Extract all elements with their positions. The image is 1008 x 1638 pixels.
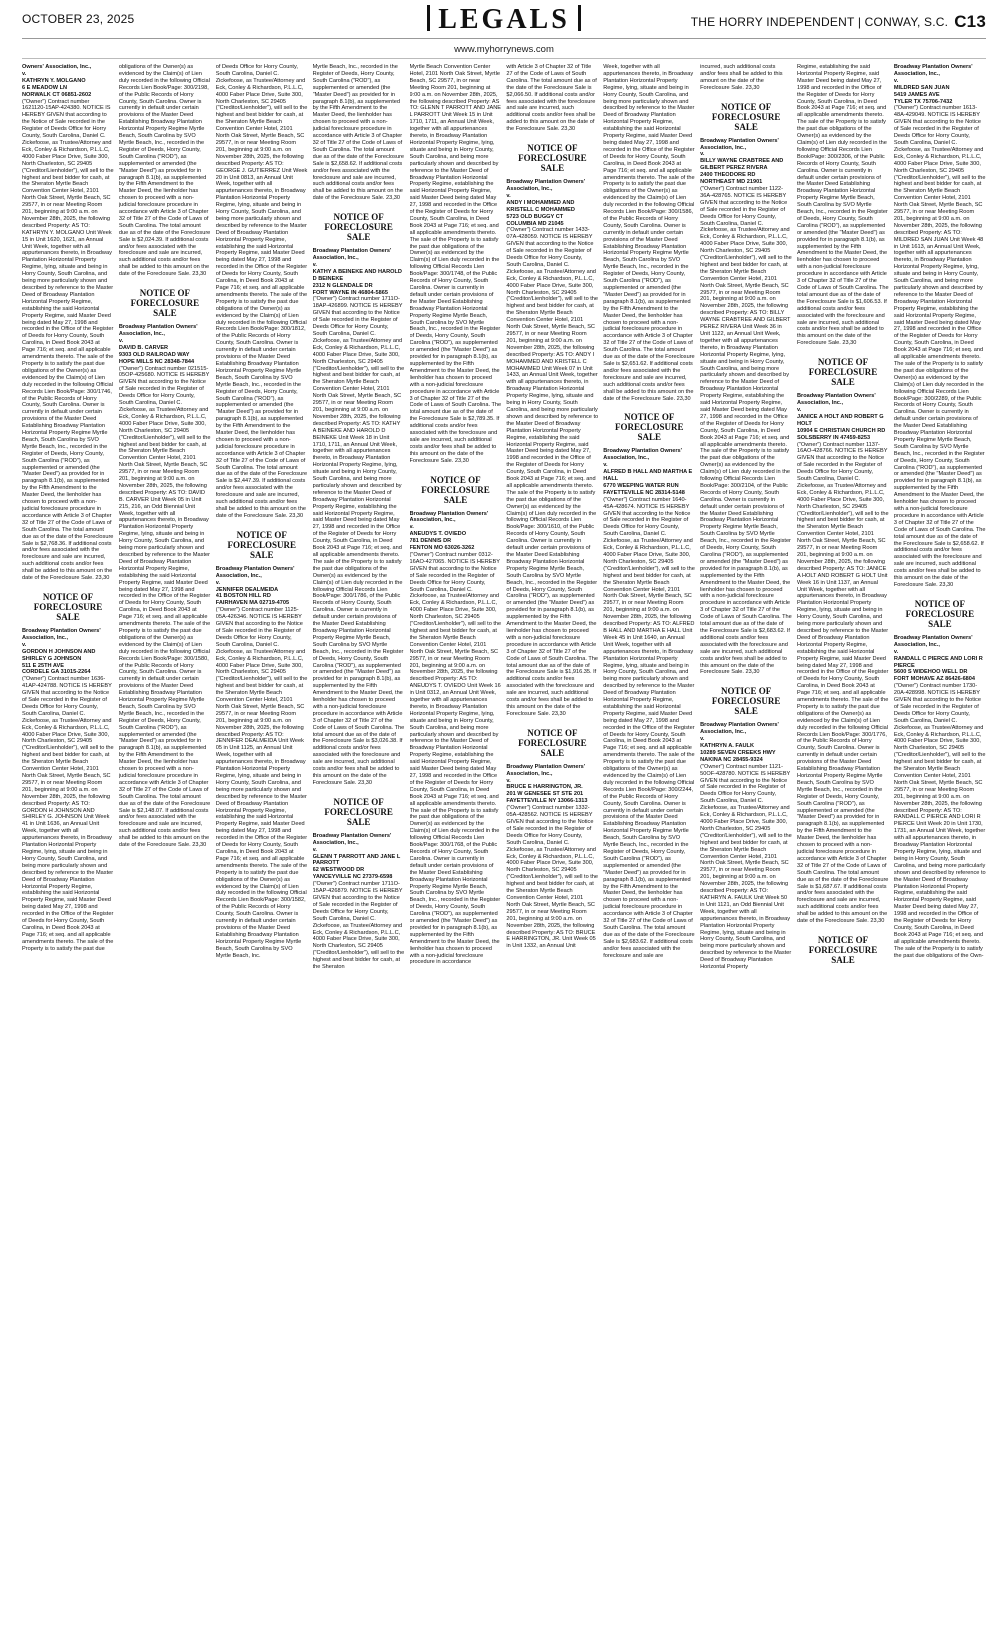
column-8 (700, 64, 792, 1624)
legal-notice (603, 64, 695, 402)
paper-name: THE HORRY INDEPENDENT | CONWAY, S.C. (690, 15, 949, 29)
notice-plaintiff: Broadway Plantation Owners' Association, Inc., (506, 763, 586, 777)
notice-defendant: v. KATHY A BEINEKE AND HAROLD D BEINEKE 2312 N GLENDALE DR FORT WAYNE IN 46804-5865 (312, 261, 402, 296)
notice-body: incurred, such additional costs and/or fees shall be added to this amount on the date of the Foreclosure Sale. 23,30 (700, 64, 783, 91)
notice-title: NOTICE OF FORECLOSURE SALE (518, 143, 587, 174)
notice-title: NOTICE OF FORECLOSURE SALE (711, 686, 781, 717)
legal-notice (119, 64, 211, 278)
notice-plaintiff: Broadway Plantation Owners' Association, Inc., (312, 248, 392, 262)
notice-plaintiff: Broadway Plantation Owners' Association, Inc., (893, 634, 973, 648)
notice-body: ("Owner") Contract number 1613-48A-429049. NOTICE IS HEREBY GIVEN that according to the Notice of Sale recorded in the Register of Deeds Office for Horry County, South Carolina, Daniel C. Zickefoose, as Trustee/Attorney and Eck, Conley & Richardson, P.L.L.C, 4000 Faber Place Drive, Suite 300, North Charleston, SC 29405 ("Creditor/Lienholder"), will sell to the highest and best bidder for cash, at the Sheraton Myrtle Beach Convention Center Hotel, 2101 North Oak Street, Myrtle Beach, SC 29577, in or near Meeting Room 201, beginning at 9:00 a.m. on November 28th, 2025, the following described Property: AS TO: MILDRED SAN JUAN Unit Week 48 in Unit 1613, an Annual Unit Week, together with all appurtenances thereto, in Broadway Plantation Horizontal Property Regime, lying, situate and being in Horry County, South Carolina, and being more particularly shown and described by reference to the Master Deed of Broadway Plantation Horizontal Property Regime, establishing the said Horizontal Property Regime, said Master Deed being dated May 27, 1998 and recorded in the Office of the Register of Deeds for Horry County, South Carolina, in Deed Book 2043 at Page 716; et seq. and all applicable amendments thereto. The sale of the Property is to satisfy the past due obligations of the Owner(s) as evidenced by the Claim(s) of Lien duly recorded in the following Official Records Lien Book/Page: 300/2289, of the Public Records of Horry County, South Carolina. Owner is currently in default under certain provisions of the Master Deed Establishing Broadway Plantation Horizontal Property Regime Myrtle Beach, South Carolina by SVO Myrtle Beach, Inc., recorded in the Register of Deeds, Horry County, South Carolina ("ROD"), as supplemented or amended (the "Master Deed") as provided for in paragraph 8.1(b), as supplemented by the Fifth Amendment to the Master Deed, the lienholder has chosen to proceed with a non-judicial foreclosure procedure in accordance with Article 3 of Chapter 32 of Title 27 of the Code of Laws of South Carolina. The total amount due as of the date of the Foreclosure Sale is $2,658.62. If additional costs and/or fees associated with the foreclosure and sale are incurred, such additional costs and/or fees shall be added to this amount on the date of the Foreclosure Sale. 23,30 (893, 105, 986, 588)
notice-defendant: v. ANEUDYS T. OVIEDO 781 DENNIS DR FENTON MO 63026-3262 (409, 524, 475, 552)
header-rule (22, 38, 986, 39)
legal-notice (506, 143, 598, 718)
notice-body: ("Owner") Contract number 1621120-15AP-424380. NOTICE IS HEREBY GIVEN that according to the Notice of Sale recorded in the Register of Deeds Office for Horry County, South Carolina, Daniel C. Zickefoose, as Trustee/Attorney and Eck, Conley & Richardson, P.L.L.C, 4000 Faber Place Drive, Suite 300, North Charleston, SC 29405 ("Creditor/Lienholder"), will sell to the highest and best bidder for cash, at the Sheraton Myrtle Beach Convention Center Hotel, 2101 North Oak Street, Myrtle Beach, SC 29577, in or near Meeting Room 201, beginning at 9:00 a.m. on November 28th, 2025, the following described Property: AS TO: KATHRYN Y. MOLGANO Unit Week 15 in Unit 1620, 1621, an Annual Unit Week, together with all appurtenances thereto, in Broadway Plantation Horizontal Property Regime, lying, situate and being in Horry County, South Carolina, and being more particularly shown and described by reference to the Master Deed of Broadway Plantation Horizontal Property Regime, establishing the said Horizontal Property Regime, said Master Deed being dated May 27, 1998 and recorded in the Office of the Register of Deeds for Horry County, South Carolina, in Deed Book 2043 at Page 716; et seq. and all applicable amendments thereto. The sale of the Property is to satisfy the past due obligations of the Owner(s) as evidenced by the Claim(s) of Lien duly recorded in the following Official Records Lien Book/Page: 300/1746, of the Public Records of Horry County, South Carolina. Owner is currently in default under certain provisions of the Master Deed Establishing Broadway Plantation Horizontal Property Regime Myrtle Beach, South Carolina by SVO Myrtle Beach, Inc., recorded in the Register of Deeds, Horry County, South Carolina ("ROD"), as supplemented or amended (the "Master Deed") as provided for in paragraph 8.1(b), as supplemented by the Fifth Amendment to the Master Deed, the lienholder has chosen to proceed with a non-judicial foreclosure procedure in accordance with Article 3 of Chapter 32 of Title 27 of the Code of Laws of South Carolina. The total amount due as of the date of the Foreclosure Sale is $2,768.36. If additional costs and/or fees associated with the foreclosure and sale are incurred, such additional costs and/or fees shall be added to this amount on the date of the Foreclosure Sale. 23,30 (22, 98, 114, 582)
website-url[interactable]: www.myhorrynews.com (454, 44, 554, 55)
paper-info (691, 12, 986, 32)
notice-defendant: v. MILDRED SAN JUAN 5419 JAMES AVE TYLER TX 75706-7432 (893, 77, 953, 105)
legal-notice (313, 797, 405, 971)
notice-title: NOTICE OF FORECLOSURE SALE (324, 212, 393, 243)
notice-title: NOTICE OF FORECLOSURE SALE (808, 357, 878, 388)
notice-body: ("Owner") Contract number 1137-16AO-428766. NOTICE IS HEREBY GIVEN that according to the Notice of Sale recorded in the Register of Deeds Office for Horry County, South Carolina, Daniel C. Zickefoose, as Trustee/Attorney and Eck, Conley & Richardson, P.L.L.C, 4000 Faber Place Drive, Suite 300, North Charleston, SC 29405 ("Creditor/Lienholder"), will sell to the highest and best bidder for cash, at the Sheraton Myrtle Beach Convention Center Hotel, 2101 North Oak Street, Myrtle Beach, SC 29577, in or near Meeting Room 201, beginning at 9:00 a.m. on November 28th, 2025, the following described Property: AS TO: JANICE A HOLT AND ROBERT G HOLT Unit Week 16 in Unit 1137, an Annual Unit Week, together with all appurtenances thereto, in Broadway Plantation Horizontal Property Regime, lying, situate and being in Horry County, South Carolina, and being more particularly shown and described by reference to the Master Deed of Broadway Plantation Horizontal Property Regime, establishing the said Horizontal Property Regime, said Master Deed being dated May 27, 1998 and recorded in the Office of the Register of Deeds for Horry County, South Carolina, in Deed Book 2043 at Page 716; et seq. and all applicable amendments thereto. The sale of the Property is to satisfy the past due obligations of the Owner(s) as evidenced by the Claim(s) of Lien duly recorded in the following Official Records Lien Book/Page: 300/1776, of the Public Records of Horry County, South Carolina. Owner is currently in default under certain provisions of the Master Deed Establishing Broadway Plantation Horizontal Property Regime Myrtle Beach, South Carolina by SVO Myrtle Beach, Inc., recorded in the Register of Deeds, Horry County, South Carolina ("ROD"), as supplemented or amended (the "Master Deed") as provided for in paragraph 8.1(b), as supplemented by the Fifth Amendment to the Master Deed, the lienholder has chosen to proceed with a non-judicial foreclosure procedure in accordance with Article 3 of Chapter 32 of Title 27 of the Code of Laws of South Carolina. The total amount due as of the date of the Foreclosure Sale is $1,687.67. If additional costs and/or fees associated with the foreclosure and sale are incurred, such additional costs and/or fees shall be added to this amount on the date of the Foreclosure Sale. 23,30 (797, 441, 889, 925)
column-1 (22, 64, 114, 1624)
notice-title: NOTICE OF FORECLOSURE SALE (227, 529, 296, 560)
page-header (0, 0, 1008, 60)
banner-bar-right (578, 5, 581, 31)
legal-notice (410, 475, 502, 967)
legal-notice (603, 412, 695, 959)
notice-body: ("Owner") Contract number 1433-07A-428059. NOTICE IS HEREBY GIVEN that according to the Notice of Sale recorded in the Register of Deeds Office for Horry County, South Carolina, Daniel C. Zickefoose, as Trustee/Attorney and Eck, Conley & Richardson, P.L.L.C, 4000 Faber Place Drive, Suite 300, North Charleston, SC 29405 ("Creditor/Lienholder"), will sell to the highest and best bidder for cash, at the Sheraton Myrtle Beach Convention Center Hotel, 2101 North Oak Street, Myrtle Beach, SC 29577, in or near Meeting Room 201, beginning at 9:00 a.m. on November 28th, 2025, the following described Property: AS TO: ANDY I MOHAMMED AND KRISTELL C MOHAMMED Unit Week 07 in Unit 1433, an Annual Unit Week, together with all appurtenances thereto, in Broadway Plantation Horizontal Property Regime, lying, situate and being in Horry County, South Carolina, and being more particularly shown and described by reference to the Master Deed of Broadway Plantation Horizontal Property Regime, establishing the said Horizontal Property Regime, said Master Deed being dated May 27, 1998 and recorded in the Office of the Register of Deeds for Horry County, South Carolina, in Deed Book 2043 at Page 716; et seq. and all applicable amendments thereto. The sale of the Property is to satisfy the past due obligations of the Owner(s) as evidenced by the Claim(s) of Lien duly recorded in the following Official Records Lien Book/Page: 300/1610, of the Public Records of Horry County, South Carolina. Owner is currently in default under certain provisions of the Master Deed Establishing Broadway Plantation Horizontal Property Regime Myrtle Beach, South Carolina by SVO Myrtle Beach, Inc., recorded in the Register of Deeds, Horry County, South Carolina ("ROD"), as supplemented or amended (the "Master Deed") as provided for in paragraph 8.1(b), as supplemented by the Fifth Amendment to the Master Deed, the lienholder has chosen to proceed with a non-judicial foreclosure procedure in accordance with Article 3 of Chapter 32 of Title 27 of the Code of Laws of South Carolina. The total amount due as of the date of the Foreclosure Sale is $1,916.35. If additional costs and/or fees associated with the foreclosure and sale are incurred, such additional costs and/or fees shall be added to this amount on the date of the Foreclosure Sale. 23,30 (506, 227, 599, 717)
column-9 (797, 64, 889, 1624)
notice-defendant: v. BILLY WAYNE CRABTREE AND GILBERT PEREZ RIVERA 2400 THEODORE RD NORTHEAST MD 21901 (700, 151, 784, 186)
notice-title: NOTICE OF FORECLOSURE SALE (518, 727, 587, 758)
notice-body: ("Owner") Contract number 1332-05A-428562. NOTICE IS HEREBY GIVEN that according to the Notice of Sale recorded in the Register of Deeds Office for Horry County, South Carolina, Daniel C. Zickefoose, as Trustee/Attorney and Eck, Conley & Richardson, P.L.L.C, 4000 Faber Place Drive, Suite 300, North Charleston, SC 29405 ("Creditor/Lienholder"), will sell to the highest and best bidder for cash, at the Sheraton Myrtle Beach Convention Center Hotel, 2101 North Oak Street, Myrtle Beach, SC 29577, in or near Meeting Room 201, beginning at 9:00 a.m. on November 28th, 2025, the following described Property: AS TO: BRUCE E HARRINGTON, JR. Unit Week 05 in Unit 1332, an Annual Unit (506, 805, 599, 950)
notice-body: ("Owner") Contract number 021515-05OP-425680. NOTICE IS HEREBY GIVEN that according to the Notice of Sale recorded in the Register of Deeds Office for Horry County, South Carolina, Daniel C. Zickefoose, as Trustee/Attorney and Eck, Conley & Richardson, P.L.L.C, 4000 Faber Place Drive, Suite 300, North Charleston, SC 29405 ("Creditor/Lienholder"), will sell to the highest and best bidder for cash, at the Sheraton Myrtle Beach Convention Center Hotel, 2101 North Oak Street, Myrtle Beach, SC 29577, in or near Meeting Room 201, beginning at 9:00 a.m. on November 28th, 2025, the following described Property: AS TO: DAVID B. CARVER Unit Week 05 in Unit 215, 216, an Odd Biennial Unit Week, together with all appurtenances thereto, in Broadway Plantation Horizontal Property Regime, lying, situate and being in Horry County, South Carolina, and being more particularly shown and described by reference to the Master Deed of Broadway Plantation Horizontal Property Regime, establishing the said Horizontal Property Regime, said Master Deed being dated May 27, 1998 and recorded in the Office of the Register of Deeds for Horry County, South Carolina, in Deed Book 2043 at Page 716; et seq. and all applicable amendments thereto. The sale of the Property is to satisfy the past due obligations of the Owner(s) as evidenced by the Claim(s) of Lien duly recorded in the following Official Records Lien Book/Page: 300/1580, of the Public Records of Horry County, South Carolina. Owner is currently in default under certain provisions of the Master Deed Establishing Broadway Plantation Horizontal Property Regime Myrtle Beach, South Carolina by SVO Myrtle Beach, Inc., recorded in the Register of Deeds, Horry County, South Carolina ("ROD"), as supplemented or amended (the "Master Deed") as provided for in paragraph 8.1(b), as supplemented by the Fifth Amendment to the Master Deed, the lienholder has chosen to proceed with a non-judicial foreclosure procedure in accordance with Article 3 of Chapter 32 of Title 27 of the Code of Laws of South Carolina. The total amount due as of the date of the Foreclosure Sale is $2,148.07. If additional costs and/or fees associated with the foreclosure and sale are incurred, such additional costs and/or fees shall be added to this amount on the date of the Foreclosure Sale. 23,30 (118, 365, 211, 849)
notice-body: Myrtle Beach, Inc., recorded in the Register of Deeds, Horry County, South Carolina ("ROD"), as supplemented or amended (the "Master Deed") as provided for in paragraph 8.1(b), as supplemented by the Fifth Amendment to the Master Deed, the lienholder has chosen to proceed with a non-judicial foreclosure procedure in accordance with Article 3 of Chapter 32 of Title 27 of the Code of Laws of South Carolina. The total amount due as of the date of the Foreclosure Sale is $2,658.62. If additional costs and/or fees associated with the foreclosure and sale are incurred, such additional costs and/or fees shall be added to this amount on the date of the Foreclosure Sale. 23,30 (312, 64, 405, 202)
notice-plaintiff: Broadway Plantation Owners' Association, Inc., (118, 324, 198, 337)
notice-plaintiff: Broadway Plantation Owners' Association, Inc., (215, 565, 295, 579)
notice-plaintiff: Broadway Plantation Owners' Association, Inc., (700, 137, 779, 151)
notice-plaintiff: Broadway Plantation Owners' Association, Inc., (22, 627, 101, 641)
page-number: C13 (954, 12, 986, 31)
notice-title: NOTICE OF FORECLOSURE SALE (614, 412, 684, 443)
notice-body: ("Owner") Contract number 1711O-18AP-426899. NOTICE IS HEREBY GIVEN that according to the Notice of Sale recorded in the Register of Deeds Office for Horry County, South Carolina, Daniel C. Zickefoose, as Trustee/Attorney and Eck, Conley & Richardson, P.L.L.C, 4000 Faber Place Drive, Suite 300, North Charleston, SC 29405 ("Creditor/Lienholder"), will sell to the highest and best bidder for cash, at the Sheraton Myrtle Beach Convention Center Hotel, 2101 North Oak Street, Myrtle Beach, SC 29577, in or near Meeting Room 201, beginning at 9:00 a.m. on November 28th, 2025, the following described Property: AS TO: KATHY A BEINEKE AND HAROLD D BEINEKE Unit Week 18 in Unit 1710, 1711, an Annual Unit Week, together with all appurtenances thereto, in Broadway Plantation Horizontal Property Regime, lying, situate and being in Horry County, South Carolina, and being more particularly shown and described by reference to the Master Deed of Broadway Plantation Horizontal Property Regime, establishing the said Horizontal Property Regime, said Master Deed being dated May 27, 1998 and recorded in the Office of the Register of Deeds for Horry County, South Carolina, in Deed Book 2043 at Page 716; et seq. and all applicable amendments thereto. The sale of the Property is to satisfy the past due obligations of the Owner(s) as evidenced by the Claim(s) of Lien duly recorded in the following Official Records Lien Book/Page: 300/1786, of the Public Records of Horry County, South Carolina. Owner is currently in default under certain provisions of the Master Deed Establishing Broadway Plantation Horizontal Property Regime Myrtle Beach, South Carolina by SVO Myrtle Beach, Inc., recorded in the Register of Deeds, Horry County, South Carolina ("ROD"), as supplemented or amended (the "Master Deed") as provided for in paragraph 8.1(b), as supplemented by the Fifth Amendment to the Master Deed, the lienholder has chosen to proceed with a non-judicial foreclosure procedure in accordance with Article 3 of Chapter 32 of Title 27 of the Code of Laws of South Carolina. The total amount due as of the date of the Foreclosure Sale is $3,026.38. If additional costs and/or fees associated with the foreclosure and sale are incurred, such additional costs and/or fees shall be added to this amount on the date of the Foreclosure Sale. 23,30 (312, 296, 405, 786)
legal-notice (700, 102, 792, 677)
notice-defendant: v. ANDY I MOHAMMED AND KRISTELL C MOHAMMED 5723 OLD BUGGY CT COLUMBIA MD 21045 (506, 192, 575, 227)
notice-body: obligations of the Owner(s) as evidenced by the Claim(s) of Lien duly recorded in the following Official Records Lien Book/Page: 300/2198, of the Public Records of Horry County, South Carolina. Owner is currently in default under certain provisions of the Master Deed Establishing Broadway Plantation Horizontal Property Regime Myrtle Beach, South Carolina by SVO Myrtle Beach, Inc., recorded in the Register of Deeds, Horry County, South Carolina ("ROD"), as supplemented or amended (the "Master Deed") as provided for in paragraph 8.1(b), as supplemented by the Fifth Amendment to the Master Deed, the lienholder has chosen to proceed with a non-judicial foreclosure procedure in accordance with Article 3 of Chapter 32 of Title 27 of the Code of Laws of South Carolina. The total amount due as of the date of the Foreclosure Sale is $2,024.39. If additional costs and/or fees associated with the foreclosure and sale are incurred, such additional costs and/or fees shall be added to this amount on the date of the Foreclosure Sale. 23,30 (118, 64, 211, 278)
notice-title: NOTICE OF FORECLOSURE SALE (711, 101, 781, 132)
legal-notice (313, 212, 405, 787)
legal-notice (506, 728, 598, 950)
notice-defendant: v. JENNIFER DEALMEIDA 41 BOSTON HILL RD FAIRHAVEN MA 02719-4705 (215, 579, 290, 607)
notice-title: NOTICE OF FORECLOSURE SALE (33, 591, 103, 622)
notice-defendant: v. DAVID B. CARVER 9303 OLD RAILROAD WAY HOPE MILLS NC 28348-7844 (118, 337, 195, 365)
notice-body: Week, together with all appurtenances thereto, in Broadway Plantation Horizontal Property Regime, lying, situate and being in Horry County, South Carolina, and being more particularly shown and described by reference to the Master Deed of Broadway Plantation Horizontal Property Regime, establishing the said Horizontal Property Regime, said Master Deed being dated May 27, 1998 and recorded in the Office of the Register of Deeds for Horry County, South Carolina, in Deed Book 2043 at Page 716; et seq. and all applicable amendments thereto. The sale of the Property is to satisfy the past due obligations of the Owner(s) as evidenced by the Claim(s) of Lien duly recorded in the following Official Records Lien Book/Page: 300/1586, of the Public Records of Horry County, South Carolina. Owner is currently in default under certain provisions of the Master Deed Establishing Broadway Plantation Horizontal Property Regime Myrtle Beach, South Carolina by SVO Myrtle Beach, Inc., recorded in the Register of Deeds, Horry County, South Carolina ("ROD"), as supplemented or amended (the "Master Deed") as provided for in paragraph 8.1(b), as supplemented by the Fifth Amendment to the Master Deed, the lienholder has chosen to proceed with a non-judicial foreclosure procedure in accordance with Article 3 of Chapter 32 of Title 27 of the Code of Laws of South Carolina. The total amount due as of the date of the Foreclosure Sale is $2,651.62. If additional costs and/or fees associated with the foreclosure and sale are incurred, such additional costs and/or fees shall be added to this amount on the date of the Foreclosure Sale. 23,30 (603, 64, 695, 402)
notice-plaintiff: Broadway Plantation Owners' Association, Inc., (603, 448, 682, 462)
notice-body: with Article 3 of Chapter 32 of Title 27 of the Code of Laws of South Carolina. The total amount due as of the date of the Foreclosure Sale is $2,066.50. If additional costs and/or fees associated with the foreclosure and sale are incurred, such additional costs and/or fees shall be added to this amount on the date of the Foreclosure Sale. 23,30 (506, 64, 597, 133)
notice-defendant: v. GLENN T PARROTT AND JANE L PARROTT 62 WESTWOOD DR YANCEYVILLE NC 27379-6598 (312, 846, 401, 881)
legal-notice (216, 64, 308, 520)
issue-date: OCTOBER 23, 2025 (22, 12, 135, 26)
legal-notice (797, 357, 889, 925)
column-7 (603, 64, 695, 1624)
notice-body: Myrtle Beach Convention Center Hotel, 2101 North Oak Street, Myrtle Beach, SC 29577, in or near Meeting Room 201, beginning at 9:00 a.m. on November 28th, 2025, the following described Property: AS TO: GLENN T PARROTT AND JANE L PARROTT Unit Week 15 in Unit 1710, 1711, an Annual Unit Week, together with all appurtenances thereto, in Broadway Plantation Horizontal Property Regime, lying, situate and being in Horry County, South Carolina, and being more particularly shown and described by reference to the Master Deed of Broadway Plantation Horizontal Property Regime, establishing the said Horizontal Property Regime, said Master Deed being dated May 27, 1998 and recorded in the Office of the Register of Deeds for Horry County, South Carolina, in Deed Book 2043 at Page 716; et seq. and all applicable amendments thereto. The sale of the Property is to satisfy the past due obligations of the Owner(s) as evidenced by the Claim(s) of Lien duly recorded in the following Official Records Lien Book/Page: 300/1748, of the Public Records of Horry County, South Carolina. Owner is currently in default under certain provisions of the Master Deed Establishing Broadway Plantation Horizontal Property Regime Myrtle Beach, South Carolina by SVO Myrtle Beach, Inc., recorded in the Register of Deeds, Horry County, South Carolina ("ROD"), as supplemented or amended (the "Master Deed") as provided for in paragraph 8.1(b), as supplemented by the Fifth Amendment to the Master Deed, the lienholder has chosen to proceed with a non-judicial foreclosure procedure in accordance with Article 3 of Chapter 32 of Title 27 of the Code of Laws of South Carolina. The total amount due as of the date of the Foreclosure Sale is $2,789.35. If additional costs and/or fees associated with the foreclosure and sale are incurred, such additional costs and/or fees shall be added to this amount on the date of the Foreclosure Sale. 23,30 (409, 64, 502, 464)
notice-title: NOTICE OF FORECLOSURE SALE (130, 288, 200, 319)
notice-plaintiff: Broadway Plantation Owners' Association, Inc., (797, 393, 876, 407)
column-5 (410, 64, 502, 1624)
notice-body: ("Owner") Contract number 1730-20A-428998. NOTICE IS HEREBY GIVEN that according to the Notice of Sale recorded in the Register of Deeds Office for Horry County, South Carolina, Daniel C. Zickefoose, as Trustee/Attorney and Eck, Conley & Richardson, P.L.L.C, 4000 Faber Place Drive, Suite 300, North Charleston, SC 29405 ("Creditor/Lienholder"), will sell to the highest and best bidder for cash, at the Sheraton Myrtle Beach Convention Center Hotel, 2101 North Oak Street, Myrtle Beach, SC 29577, in or near Meeting Room 201, beginning at 9:00 a.m. on November 28th, 2025, the following described Property: AS TO: RANDALL C PIERCE AND LORI R PIERCE Unit Week 20 in Unit 1730, 1731, an Annual Unit Week, together with all appurtenances thereto, in Broadway Plantation Horizontal Property Regime, lying, situate and being in Horry County, South Carolina, and being more particularly shown and described by reference to the Master Deed of Broadway Plantation Horizontal Property Regime, establishing the said Horizontal Property Regime, said Master Deed being dated May 27, 1998 and recorded in the Office of the Register of Deeds for Horry County, South Carolina, in Deed Book 2043 at Page 716; et seq. and all applicable amendments thereto. The sale of the Property is to satisfy the past due obligations of the Own- (893, 683, 986, 959)
notice-defendant: v. JANICE A HOLT AND ROBERT G HOLT 10904 E CHRISTIAN CHURCH RD SOLSBERRY IN 47459-8253 (797, 406, 886, 441)
notice-body: ("Owner") Contract number 0312-16AO-427065. NOTICE IS HEREBY GIVEN that according to the Notice of Sale recorded in the Register of Deeds Office for Horry County, South Carolina, Daniel C. Zickefoose, as Trustee/Attorney and Eck, Conley & Richardson, P.L.L.C, 4000 Faber Place Drive, Suite 300, North Charleston, SC 29405 ("Creditor/Lienholder"), will sell to the highest and best bidder for cash, at the Sheraton Myrtle Beach Convention Center Hotel, 2101 North Oak Street, Myrtle Beach, SC 29577, in or near Meeting Room 201, beginning at 9:00 a.m. on November 28th, 2025, the following described Property: AS TO: ANEUDYS T. OVIEDO Unit Week 16 in Unit 0312, an Annual Unit Week, together with all appurtenances thereto, in Broadway Plantation Horizontal Property Regime, lying, situate and being in Horry County, South Carolina, and being more particularly shown and described by reference to the Master Deed of Broadway Plantation Horizontal Property Regime, establishing the said Horizontal Property Regime, said Master Deed being dated May 27, 1998 and recorded in the Office of the Register of Deeds for Horry County, South Carolina, in Deed Book 2043 at Page 716; et seq. and all applicable amendments thereto. The sale of the Property is to satisfy the past due obligations of the Owner(s) as evidenced by the Claim(s) of Lien duly recorded in the following Official Records Lien Book/Page: 300/1768, of the Public Records of Horry County, South Carolina. Owner is currently in default under certain provisions of the Master Deed Establishing Broadway Plantation Horizontal Property Regime Myrtle Beach, South Carolina by SVO Myrtle Beach, Inc., recorded in the Register of Deeds, Horry County, South Carolina ("ROD"), as supplemented or amended (the "Master Deed") as provided for in paragraph 8.1(b), as supplemented by the Fifth Amendment to the Master Deed, the lienholder has chosen to proceed with a non-judicial foreclosure procedure in accordance (409, 552, 502, 966)
legal-notices-columns (22, 64, 986, 1624)
notice-defendant: v. ALFRED B HALL AND MARTHA E HALL 6770 WEEPING WATER RUN FAYETTEVILLE NC 28314-5148 (603, 462, 693, 496)
notice-plaintiff: Broadway Plantation Owners' Association, Inc., (700, 722, 779, 736)
header-rule-lower (22, 58, 986, 59)
banner-bar-left (427, 5, 430, 31)
notice-body: ("Owner") Contract number 1640-45A-428674. NOTICE IS HEREBY GIVEN that according to the Notice of Sale recorded in the Register of Deeds Office for Horry County, South Carolina, Daniel C. Zickefoose, as Trustee/Attorney and Eck, Conley & Richardson, P.L.L.C, 4000 Faber Place Drive, Suite 300, North Charleston, SC 29405 ("Creditor/Lienholder"), will sell to the highest and best bidder for cash, at the Sheraton Myrtle Beach Convention Center Hotel, 2101 North Oak Street, Myrtle Beach, SC 29577, in or near Meeting Room 201, beginning at 9:00 a.m. on November 28th, 2025, the following described Property: AS TO: ALFRED B HALL AND MARTHA E HALL Unit Week 45 in Unit 1640, an Annual Unit Week, together with all appurtenances thereto, in Broadway Plantation Horizontal Property Regime, lying, situate and being in Horry County, South Carolina, and being more particularly shown and described by reference to the Master Deed of Broadway Plantation Horizontal Property Regime, establishing the said Horizontal Property Regime, said Master Deed being dated May 27, 1998 and recorded in the Office of the Register of Deeds for Horry County, South Carolina, in Deed Book 2043 at Page 716; et seq. and all applicable amendments thereto. The sale of the Property is to satisfy the past due obligations of the Owner(s) as evidenced by the Claim(s) of Lien duly recorded in the following Official Records Lien Book/Page: 300/2244, of the Public Records of Horry County, South Carolina. Owner is currently in default under certain provisions of the Master Deed Establishing Broadway Plantation Horizontal Property Regime Myrtle Beach, South Carolina by SVO Myrtle Beach, Inc., recorded in the Register of Deeds, Horry County, South Carolina ("ROD"), as supplemented or amended (the "Master Deed") as provided for in paragraph 8.1(b), as supplemented by the Fifth Amendment to the Master Deed, the lienholder has chosen to proceed with a non-judicial foreclosure procedure in accordance with Article 3 of Chapter 32 of Title 27 of the Code of Laws of South Carolina. The total amount due as of the date of the Foreclosure Sale is $2,683.62. If additional costs and/or fees associated with the foreclosure and sale are (603, 496, 695, 959)
notice-body: Regime, establishing the said Horizontal Property Regime, said Master Deed being dated May 27, 1998 and recorded in the Office of the Register of Deeds for Horry County, South Carolina, in Deed Book 2043 at Page 716; et seq. and all applicable amendments thereto. The sale of the Property is to satisfy the past due obligations of the Owner(s) as evidenced by the Claim(s) of Lien duly recorded in the following Official Records Lien Book/Page: 300/2306, of the Public Records of Horry County, South Carolina. Owner is currently in default under certain provisions of the Master Deed Establishing Broadway Plantation Horizontal Property Regime Myrtle Beach, South Carolina by SVO Myrtle Beach, Inc., recorded in the Register of Deeds, Horry County, South Carolina ("ROD"), as supplemented or amended (the "Master Deed") as provided for in paragraph 8.1(b), as supplemented by the Fifth Amendment to the Master Deed, the lienholder has chosen to proceed with a non-judicial foreclosure procedure in accordance with Article 3 of Chapter 32 of Title 27 of the Code of Laws of South Carolina. The total amount due as of the date of the Foreclosure Sale is $1,606.53. If additional costs and/or fees associated with the foreclosure and sale are incurred, such additional costs and/or fees shall be added to this amount on the date of the Foreclosure Sale. 23,30 (797, 64, 889, 347)
legal-notice (22, 64, 114, 582)
notice-body: of Deeds Office for Horry County, South Carolina, Daniel C. Zickefoose, as Trustee/Attorney and Eck, Conley & Richardson, P.L.L.C, 4000 Faber Place Drive, Suite 300, North Charleston, SC 29405 ("Creditor/Lienholder"), will sell to the highest and best bidder for cash, at the Sheraton Myrtle Beach Convention Center Hotel, 2101 North Oak Street, Myrtle Beach, SC 29577, in or near Meeting Room 201, beginning at 9:00 a.m. on November 28th, 2025, the following described Property: AS TO: GEORGE J. GUTIERREZ Unit Week 20 in Unit 0813, an Annual Unit Week, together with all appurtenances thereto, in Broadway Plantation Horizontal Property Regime, lying, situate and being in Horry County, South Carolina, and being more particularly shown and described by reference to the Master Deed of Broadway Plantation Horizontal Property Regime, establishing the said Horizontal Property Regime, said Master Deed being dated May 27, 1998 and recorded in the Office of the Register of Deeds for Horry County, South Carolina, in Deed Book 2043 at Page 716; et seq. and all applicable amendments thereto. The sale of the Property is to satisfy the past due obligations of the Owner(s) as evidenced by the Claim(s) of Lien duly recorded in the following Official Records Lien Book/Page: 300/1812, of the Public Records of Horry County, South Carolina. Owner is currently in default under certain provisions of the Master Deed Establishing Broadway Plantation Horizontal Property Regime Myrtle Beach, South Carolina by SVO Myrtle Beach, Inc., recorded in the Register of Deeds, Horry County, South Carolina ("ROD"), as supplemented or amended (the "Master Deed") as provided for in paragraph 8.1(b), as supplemented by the Fifth Amendment to the Master Deed, the lienholder has chosen to proceed with a non-judicial foreclosure procedure in accordance with Article 3 of Chapter 32 of Title 27 of the Code of Laws of South Carolina. The total amount due as of the date of the Foreclosure Sale is $2,447.39. If additional costs and/or fees associated with the foreclosure and sale are incurred, such additional costs and/or fees shall be added to this amount on the date of the Foreclosure Sale. 23,30 (215, 64, 308, 519)
notice-body: ("Owner") Contract number 1636-41AP-424788. NOTICE IS HEREBY GIVEN that according to the Notice of Sale recorded in the Register of Deeds Office for Horry County, South Carolina, Daniel C. Zickefoose, as Trustee/Attorney and Eck, Conley & Richardson, P.L.L.C, 4000 Faber Place Drive, Suite 300, North Charleston, SC 29405 ("Creditor/Lienholder"), will sell to the highest and best bidder for cash, at the Sheraton Myrtle Beach Convention Center Hotel, 2101 North Oak Street, Myrtle Beach, SC 29577, in or near Meeting Room 201, beginning at 9:00 a.m. on November 28th, 2025, the following described Property: AS TO: GORDON H JOHNSON AND SHIRLEY G. JOHNSON Unit Week 41 in Unit 1636, an Annual Unit Week, together with all appurtenances thereto, in Broadway Plantation Horizontal Property Regime, lying, situate and being in Horry County, South Carolina, and being more particularly shown and described by reference to the Master Deed of Broadway Plantation Horizontal Property Regime, establishing the said Horizontal Property Regime, said Master Deed being dated May 27, 1998 and recorded in the Office of the Register of Deeds for Horry County, South Carolina, in Deed Book 2043 at Page 716; et seq. and all applicable amendments thereto. The sale of the Property is to satisfy the past due (22, 676, 114, 952)
notice-body: ("Owner") Contract number 1125-05A-426346. NOTICE IS HEREBY GIVEN that according to the Notice of Sale recorded in the Register of Deeds Office for Horry County, South Carolina, Daniel C. Zickefoose, as Trustee/Attorney and Eck, Conley & Richardson, P.L.L.C, 4000 Faber Place Drive, Suite 300, North Charleston, SC 29405 ("Creditor/Lienholder"), will sell to the highest and best bidder for cash, at the Sheraton Myrtle Beach Convention Center Hotel, 2101 North Oak Street, Myrtle Beach, SC 29577, in or near Meeting Room 201, beginning at 9:00 a.m. on November 28th, 2025, the following described Property: AS TO: JENNIFER DEALMEIDA Unit Week 05 in Unit 1125, an Annual Unit Week, together with all appurtenances thereto, in Broadway Plantation Horizontal Property Regime, lying, situate and being in Horry County, South Carolina, and being more particularly shown and described by reference to the Master Deed of Broadway Plantation Horizontal Property Regime, establishing the said Horizontal Property Regime, said Master Deed being dated May 27, 1998 and recorded in the Office of the Register of Deeds for Horry County, South Carolina, in Deed Book 2043 at Page 716; et seq. and all applicable amendments thereto. The sale of the Property is to satisfy the past due obligations of the Owner(s) as evidenced by the Claim(s) of Lien duly recorded in the following Official Records Lien Book/Page: 300/1582, of the Public Records of Horry County, South Carolina. Owner is currently in default under certain provisions of the Master Deed Establishing Broadway Plantation Horizontal Property Regime Myrtle Beach, South Carolina by SVO Myrtle Beach, Inc. (215, 607, 308, 959)
notice-plaintiff: Broadway Plantation Owners' Association, Inc., (312, 832, 392, 846)
legal-notice (216, 530, 308, 960)
notice-title: NOTICE OF FORECLOSURE SALE (808, 934, 878, 965)
notice-defendant: v. BRUCE E HARRINGTON, JR. 201 W GENESEE ST STE 201 FAYETTEVILLE NY 13066-1313 (506, 777, 588, 805)
notice-plaintiff: Broadway Plantation Owners' Association, Inc., (506, 179, 586, 192)
column-4 (313, 64, 405, 1624)
notice-body: ("Owner") Contract number 1711O-15AP-426879. NOTICE IS HEREBY GIVEN that according to the Notice of Sale recorded in the Register of Deeds Office for Horry County, South Carolina, Daniel C. Zickefoose, as Trustee/Attorney and Eck, Conley & Richardson, P.L.L.C, 4000 Faber Place Drive, Suite 300, North Charleston, SC 29405 ("Creditor/Lienholder"), will sell to the highest and best bidder for cash, at the Sheraton (312, 881, 405, 971)
legal-notice (313, 64, 405, 202)
legal-notice (700, 686, 792, 971)
notice-defendant: v. GORDON H JOHNSON AND SHIRLEY G JOHNSON 511 E 25TH AVE CORDELE GA 31015-2264 (22, 641, 96, 676)
notice-body: ("Owner") Contract number 1121-50OF-428780. NOTICE IS HEREBY GIVEN that according to the Notice of Sale recorded in the Register of Deeds Office for Horry County, South Carolina, Daniel C. Zickefoose, as Trustee/Attorney and Eck, Conley & Richardson, P.L.L.C, 4000 Faber Place Drive, Suite 300, North Charleston, SC 29405 ("Creditor/Lienholder"), will sell to the highest and best bidder for cash, at the Sheraton Myrtle Beach Convention Center Hotel, 2101 North Oak Street, Myrtle Beach, SC 29577, in or near Meeting Room 201, beginning at 9:00 a.m. on November 28th, 2025, the following described Property: AS TO: KATHRYN A. FAULK Unit Week 50 in Unit 1121, an Odd Biennial Unit Week, together with all appurtenances thereto, in Broadway Plantation Horizontal Property Regime, lying, situate and being in Horry County, South Carolina, and being more particularly shown and described by reference to the Master Deed of Broadway Plantation Horizontal Property (700, 763, 792, 971)
notice-defendant: v. KATHRYN A. FAULK 10289 SEVEN CREEKS HWY NAKINA NC 28455-9324 (700, 736, 776, 763)
notice-defendant: v. RANDALL C PIERCE AND LORI R PIERCE 5600 S WIDEHOO WELL DR FORT MOHAVE AZ 86426-6804 (893, 648, 983, 683)
legal-notice (797, 64, 889, 347)
legal-notice (894, 64, 986, 589)
legal-notice (506, 64, 598, 133)
column-6 (506, 64, 598, 1624)
legal-notice (797, 935, 889, 965)
notice-title: NOTICE OF FORECLOSURE SALE (421, 474, 490, 505)
column-2 (119, 64, 211, 1624)
legal-notice (410, 64, 502, 465)
legal-notice (700, 64, 792, 92)
notice-title: NOTICE OF FORECLOSURE SALE (324, 796, 393, 827)
notice-plaintiff: Owners' Association, Inc., (22, 64, 92, 70)
legal-notice (119, 288, 211, 849)
notice-title: NOTICE OF FORECLOSURE SALE (905, 598, 975, 629)
notice-body: ("Owner") Contract number 1122-36A-428765. NOTICE IS HEREBY GIVEN that according to the Notice of Sale recorded in the Register of Deeds Office for Horry County, South Carolina, Daniel C. Zickefoose, as Trustee/Attorney and Eck, Conley & Richardson, P.L.L.C, 4000 Faber Place Drive, Suite 300, North Charleston, SC 29405 ("Creditor/Lienholder"), will sell to the highest and best bidder for cash, at the Sheraton Myrtle Beach Convention Center Hotel, 2101 North Oak Street, Myrtle Beach, SC 29577, in or near Meeting Room 201, beginning at 9:00 a.m. on November 28th, 2025, the following described Property: AS TO: BILLY WAYNE CRABTREE AND GILBERT PEREZ RIVERA Unit Week 36 in Unit 1122, an Annual Unit Week, together with all appurtenances thereto, in Broadway Plantation Horizontal Property Regime, lying, situate and being in Horry County, South Carolina, and being more particularly shown and described by reference to the Master Deed of Broadway Plantation Horizontal Property Regime, establishing the said Horizontal Property Regime, said Master Deed being dated May 27, 1998 and recorded in the Office of the Register of Deeds for Horry County, South Carolina, in Deed Book 2043 at Page 716; et seq. and all applicable amendments thereto. The sale of the Property is to satisfy the past due obligations of the Owner(s) as evidenced by the Claim(s) of Lien duly recorded in the following Official Records Lien Book/Page: 300/2104, of the Public Records of Horry County, South Carolina. Owner is currently in default under certain provisions of the Master Deed Establishing Broadway Plantation Horizontal Property Regime Myrtle Beach, South Carolina by SVO Myrtle Beach, Inc., recorded in the Register of Deeds, Horry County, South Carolina ("ROD"), as supplemented or amended (the "Master Deed") as provided for in paragraph 8.1(b), as supplemented by the Fifth Amendment to the Master Deed, the lienholder has chosen to proceed with a non-judicial foreclosure procedure in accordance with Article 3 of Chapter 32 of Title 27 of the Code of Laws of South Carolina. The total amount due as of the date of the Foreclosure Sale is $2,683.62. If additional costs and/or fees associated with the foreclosure and sale are incurred, such additional costs and/or fees shall be added to this amount on the date of the Foreclosure Sale. 23,30 (700, 185, 792, 676)
column-10 (894, 64, 986, 1624)
legal-notice (894, 599, 986, 960)
notice-plaintiff: Broadway Plantation Owners' Association, Inc., (893, 64, 973, 77)
column-3 (216, 64, 308, 1624)
section-title: LEGALS (438, 4, 570, 35)
notice-plaintiff: Broadway Plantation Owners' Association, Inc., (409, 510, 489, 524)
notice-defendant: v. KATHRYN Y. MOLGANO 6 E MEADOW LN NORWALK CT 06851-2602 (22, 70, 92, 98)
legal-notice (22, 592, 114, 953)
